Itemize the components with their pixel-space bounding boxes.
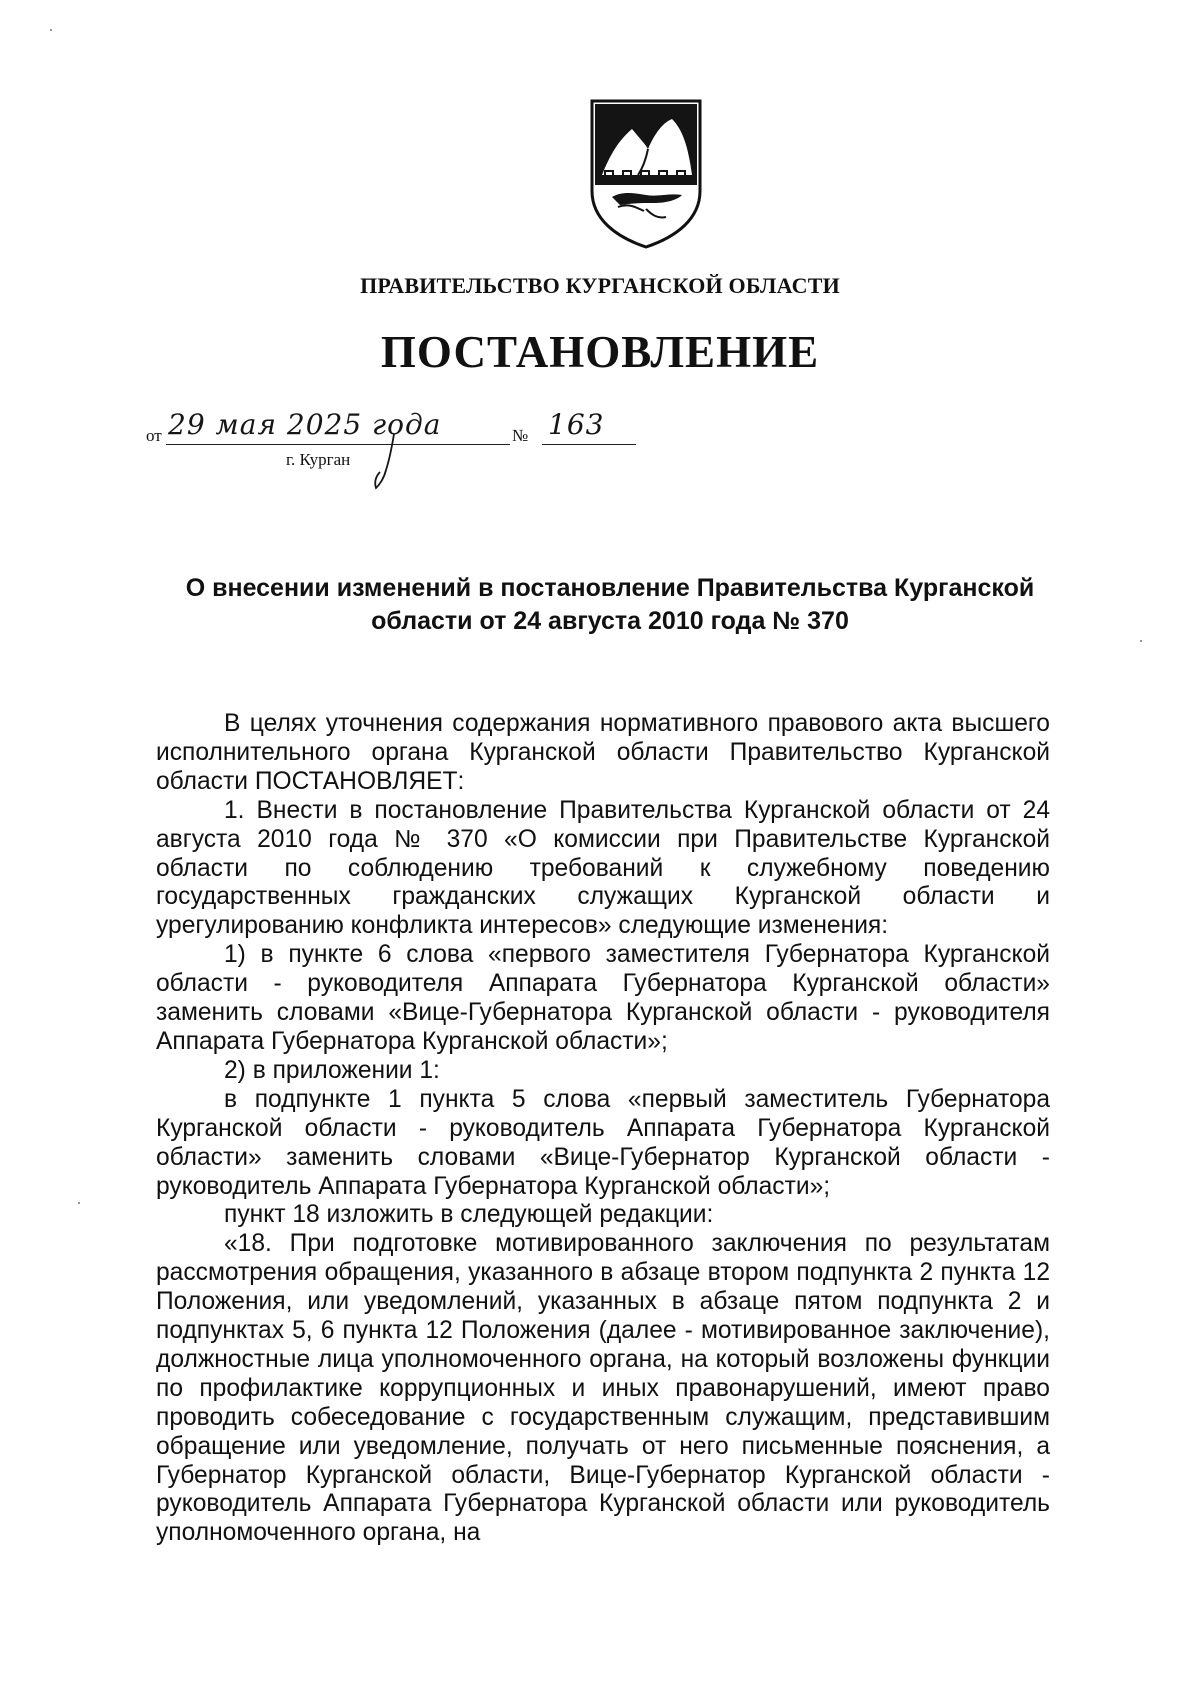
date-underline <box>166 444 510 445</box>
document-title <box>160 572 1060 638</box>
body-paragraph: 2) в приложении 1: <box>224 1056 440 1084</box>
body-paragraph: 1. Внести в постановление Правительства Курганской области от 24 августа 2010 года № 370 «О комиссии при Правительстве Курганской области по соблюдению требований к служебному поведению государственных гражданских служащих Курганской области и урегулированию конфликта интересов» следующие изменения: <box>156 796 1050 940</box>
number-underline <box>542 444 636 445</box>
coat-of-arms-icon <box>588 99 704 249</box>
handwriting-stroke-icon <box>372 432 402 492</box>
body-paragraph: «18. При подготовке мотивированного заключения по результатам рассмотрения обращения, указанного в абзаце втором подпункта 2 пункта 12 Положения, или уведомлений, указанных в абзаце пятом подпункта 2 и подпунктах 5, 6 пункта 12 Положения (далее - мотивированное заключение), должностные лица уполномоченного органа, на который возложены функции по профилактике коррупционных и иных правонарушений, имеют право проводить собеседование с государственным служащим, представившим обращение или уведомление, получать от него письменные пояснения, а Губернатор Курганской области, Вице-Губернатор Курганской области - руководитель Аппарата Губернатора Курганской области или руководитель уполномоченного органа, на <box>156 1230 1050 1547</box>
date-prefix: от <box>146 426 162 445</box>
body-paragraph: 1) в пункте 6 слова «первого заместителя Губернатора Курганской области - руководителя Аппарата Губернатора Курганской области» заменить словами «Вице-Губернатора Курганской области - руководителя Аппарата Губернатора Курганской области»; <box>156 941 1050 1055</box>
handwritten-date: 29 мая 2025 года <box>168 408 442 441</box>
handwritten-number: 163 <box>548 408 605 441</box>
title-line-1: О внесении изменений в постановление Правительства Курганской <box>185 574 1035 602</box>
city-label: г. Курган <box>286 450 351 469</box>
title-line-2: области от 24 августа 2010 года № 370 <box>371 607 849 635</box>
scan-speck <box>1140 640 1142 642</box>
scan-speck <box>50 29 52 31</box>
body-paragraph: В целях уточнения содержания нормативного правового акта высшего исполнительного органа Курганской области Правительство Курганской области ПОСТАНОВЛЯЕТ: <box>156 710 1050 795</box>
body-paragraph: пункт 18 изложить в следующей редакции: <box>224 1201 714 1229</box>
body-paragraph: в подпункте 1 пункта 5 слова «первый заместитель Губернатора Курганской области - руководитель Аппарата Губернатора Курганской области» заменить словами «Вице-Губернатор Курганской области - руководитель Аппарата Губернатора Курганской области»; <box>156 1085 1050 1200</box>
scan-speck <box>78 1202 80 1204</box>
number-prefix: № <box>512 426 529 445</box>
document-type: ПОСТАНОВЛЕНИЕ <box>380 327 820 377</box>
organization-name: ПРАВИТЕЛЬСТВО КУРГАНСКОЙ ОБЛАСТИ <box>360 273 840 298</box>
date-number-line <box>146 408 646 502</box>
document-body <box>156 710 1050 1548</box>
